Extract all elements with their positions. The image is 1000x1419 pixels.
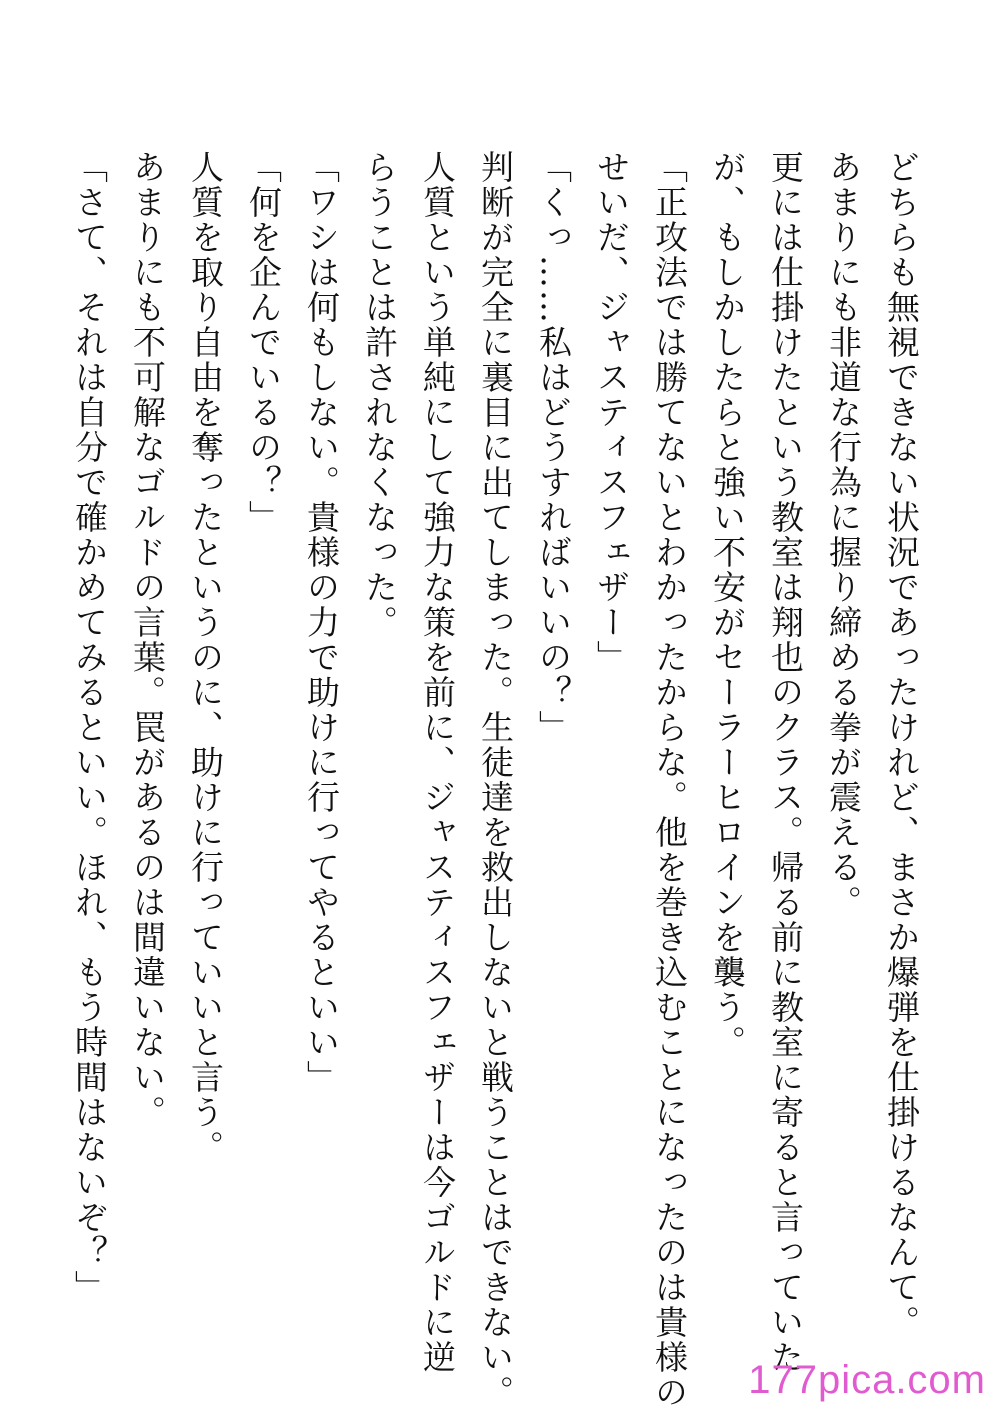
text-line: 「何を企んでいるの？」 bbox=[244, 150, 283, 535]
text-line: 「ワシは何もしない。貴様の力で助けに行ってやるといい」 bbox=[302, 150, 341, 1095]
text-line: せいだ、ジャスティスフェザー」 bbox=[592, 150, 631, 675]
text-line: 人質という単純にして強力な策を前に、ジャスティスフェザーは今ゴルドに逆 bbox=[418, 150, 457, 1375]
text-line: 更には仕掛けたという教室は翔也のクラス。帰る前に教室に寄ると言っていた bbox=[766, 150, 805, 1375]
text-line: どちらも無視できない状況であったけれど、まさか爆弾を仕掛けるなんて。 bbox=[882, 150, 921, 1340]
text-line: らうことは許されなくなった。 bbox=[360, 150, 399, 640]
text-line: 「正攻法では勝てないとわかったからな。他を巻き込むことになったのは貴様の bbox=[650, 150, 689, 1410]
text-line: 「さて、それは自分で確かめてみるといい。ほれ、もう時間はないぞ？」 bbox=[70, 150, 109, 1305]
text-line: あまりにも不可解なゴルドの言葉。罠があるのは間違いない。 bbox=[128, 150, 167, 1130]
text-line: あまりにも非道な行為に握り締める拳が震える。 bbox=[824, 150, 863, 920]
text-line: が、もしかしたらと強い不安がセーラーヒロインを襲う。 bbox=[708, 150, 747, 1060]
watermark-text: 177pica.com bbox=[748, 1358, 986, 1402]
text-line: 「くっ……私はどうすればいいの？」 bbox=[534, 150, 573, 745]
text-line: 判断が完全に裏目に出てしまった。生徒達を救出しないと戦うことはできない。 bbox=[476, 150, 515, 1410]
text-line: 人質を取り自由を奪ったというのに、助けに行っていいと言う。 bbox=[186, 150, 225, 1165]
